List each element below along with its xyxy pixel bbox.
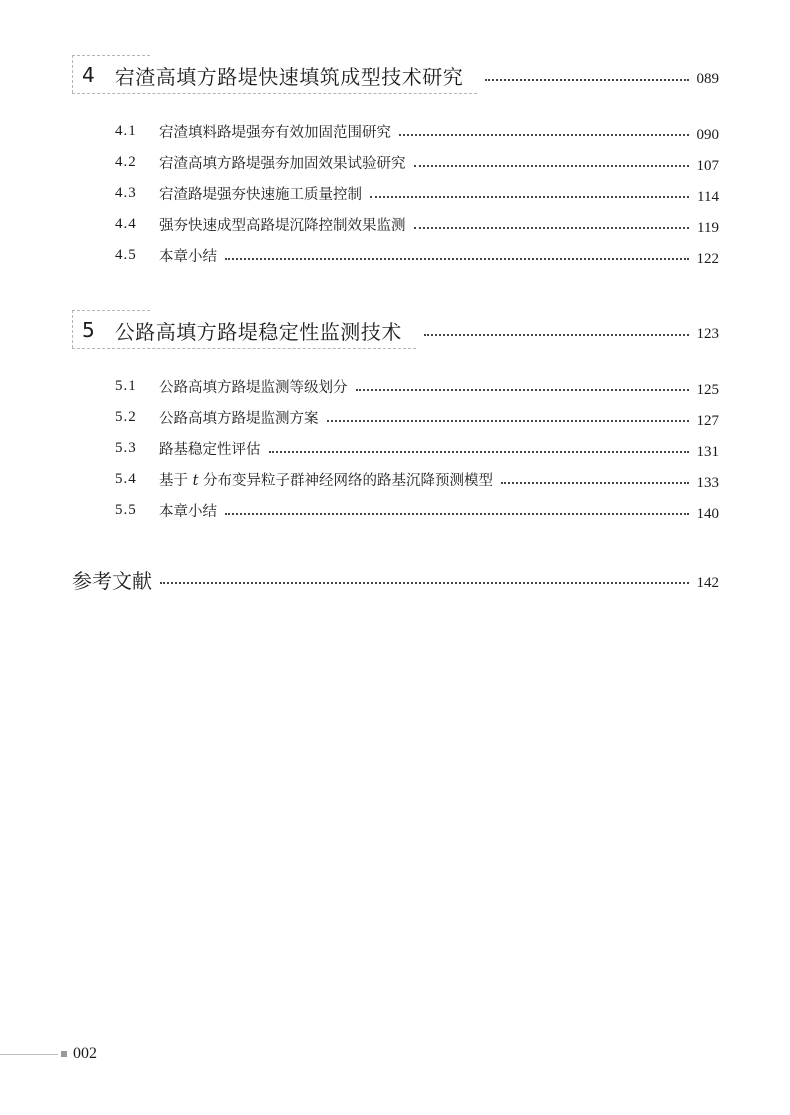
dot-leader — [356, 389, 689, 391]
section-title: 公路高填方路堤监测方案 — [159, 410, 319, 427]
dot-leader — [501, 482, 688, 484]
section-number: 4.3 — [115, 184, 137, 201]
section-title: 宕渣填料路堤强夯有效加固范围研究 — [159, 124, 391, 141]
section-page-number: 133 — [696, 474, 719, 491]
dot-leader — [414, 165, 689, 167]
chapter-heading-box — [72, 57, 477, 94]
section-page-number: 107 — [696, 157, 719, 174]
toc-section-4-1[interactable] — [115, 120, 719, 142]
toc-section-5-2[interactable] — [115, 406, 719, 428]
chapter-page-number: 123 — [696, 326, 719, 342]
footer-square-marker — [61, 1051, 67, 1057]
section-title-prefix: 基于 — [159, 472, 188, 489]
section-page-number: 131 — [696, 443, 719, 460]
dot-leader — [424, 334, 689, 336]
dot-leader — [225, 258, 689, 260]
section-title: 宕渣高填方路堤强夯加固效果试验研究 — [159, 155, 406, 172]
section-number: 4.1 — [115, 122, 137, 139]
dot-leader — [327, 420, 689, 422]
section-number: 4.5 — [115, 246, 137, 263]
section-page-number: 125 — [696, 381, 719, 398]
footer-rule — [0, 1054, 58, 1055]
section-title: 公路高填方路堤监测等级划分 — [159, 379, 348, 396]
toc-references[interactable] — [72, 566, 719, 592]
section-page-number: 127 — [696, 412, 719, 429]
section-title — [159, 469, 493, 490]
toc-section-5-1[interactable] — [115, 375, 719, 397]
section-page-number: 114 — [697, 188, 719, 205]
chapter-title: 公路高填方路堤稳定性监测技术 — [114, 319, 402, 344]
section-title: 本章小结 — [159, 503, 217, 520]
toc-chapter-5[interactable] — [72, 312, 719, 349]
section-number: 5.2 — [115, 408, 137, 425]
references-title: 参考文献 — [72, 568, 152, 593]
section-title: 本章小结 — [159, 248, 217, 265]
dot-leader — [160, 582, 689, 584]
toc-section-5-4[interactable] — [115, 468, 719, 490]
section-number: 5.5 — [115, 501, 137, 518]
section-title: 路基稳定性评估 — [159, 441, 261, 458]
section-number: 5.3 — [115, 439, 137, 456]
section-number: 5.1 — [115, 377, 137, 394]
toc-section-4-2[interactable] — [115, 151, 719, 173]
section-title: 强夯快速成型高路堤沉降控制效果监测 — [159, 217, 406, 234]
page-footer — [0, 1045, 97, 1063]
chapter-number: 5 — [82, 318, 95, 342]
section-page-number: 119 — [697, 219, 719, 236]
section-title-variable: t — [192, 472, 199, 489]
section-number: 4.2 — [115, 153, 137, 170]
section-number: 5.4 — [115, 470, 137, 487]
section-page-number: 140 — [696, 505, 719, 522]
section-page-number: 090 — [696, 126, 719, 143]
section-title: 宕渣路堤强夯快速施工质量控制 — [159, 186, 362, 203]
dot-leader — [414, 227, 690, 229]
toc-section-5-3[interactable] — [115, 437, 719, 459]
references-page-number: 142 — [696, 574, 719, 591]
chapter-page-number: 089 — [696, 71, 719, 87]
dot-leader — [485, 79, 688, 81]
chapter-number: 4 — [82, 63, 95, 87]
toc-section-4-5[interactable] — [115, 244, 719, 266]
section-page-number: 122 — [696, 250, 719, 267]
footer-page-number: 002 — [73, 1045, 97, 1062]
toc-chapter-4[interactable] — [72, 57, 719, 94]
chapter-title: 宕渣高填方路堤快速填筑成型技术研究 — [114, 64, 464, 89]
toc-section-5-5[interactable] — [115, 499, 719, 521]
toc-section-4-3[interactable] — [115, 182, 719, 204]
dot-leader — [370, 196, 689, 198]
section-number: 4.4 — [115, 215, 137, 232]
dot-leader — [269, 451, 689, 453]
section-title-suffix: 分布变异粒子群神经网络的路基沉降预测模型 — [203, 472, 494, 489]
chapter-heading-box — [72, 312, 416, 349]
toc-section-4-4[interactable] — [115, 213, 719, 235]
dot-leader — [225, 513, 689, 515]
dot-leader — [399, 134, 689, 136]
